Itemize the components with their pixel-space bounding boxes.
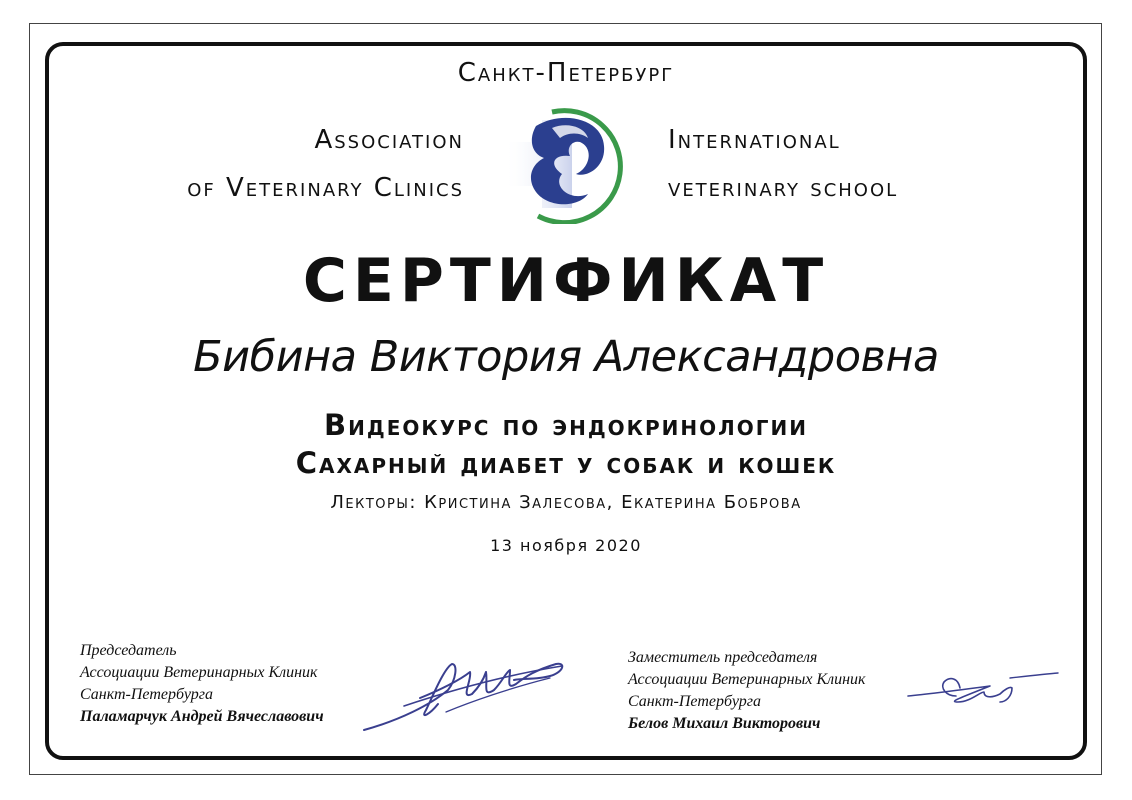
issue-date: 13 ноября 2020 — [490, 536, 642, 555]
course-title-line2: Сахарный диабет у собак и кошек — [295, 446, 837, 480]
school-name-line2: veterinary school — [668, 173, 899, 203]
recipient-name: Бибина Виктория Александровна — [193, 332, 939, 382]
city-heading: Санкт-Петербург — [457, 58, 675, 88]
deputy-position-line3: Санкт-Петербурга — [628, 693, 761, 710]
deputy-name: Белов Михаил Викторович — [628, 715, 821, 732]
chairman-position-line1: Председатель — [80, 642, 177, 659]
school-name-line1: International — [668, 125, 841, 155]
course-title — [0, 406, 1132, 482]
veterinary-logo — [492, 104, 638, 224]
deputy-position-line1: Заместитель председателя — [628, 649, 818, 666]
chairman-position-line2: Ассоциации Ветеринарных Клиник — [80, 664, 318, 681]
certificate-title: СЕРТИФИКАТ — [302, 246, 830, 316]
chairman-handwritten-signature — [360, 650, 570, 735]
course-title-line1: Видеокурс по эндокринологии — [324, 408, 808, 442]
lecturers-line: Лекторы: Кристина Залесова, Екатерина Боброва — [330, 492, 802, 513]
association-name — [187, 116, 464, 212]
association-name-line1: Association — [314, 125, 464, 155]
deputy-position-line2: Ассоциации Ветеринарных Клиник — [628, 671, 866, 688]
chairman-position-line3: Санкт-Петербурга — [80, 686, 213, 703]
school-name — [668, 116, 898, 212]
chairman-signature-block — [80, 640, 324, 728]
chairman-name: Паламарчук Андрей Вячеславович — [80, 708, 324, 725]
deputy-signature-block — [628, 647, 866, 735]
deputy-handwritten-signature — [900, 668, 1060, 712]
association-name-line2: of Veterinary Clinics — [187, 173, 464, 203]
